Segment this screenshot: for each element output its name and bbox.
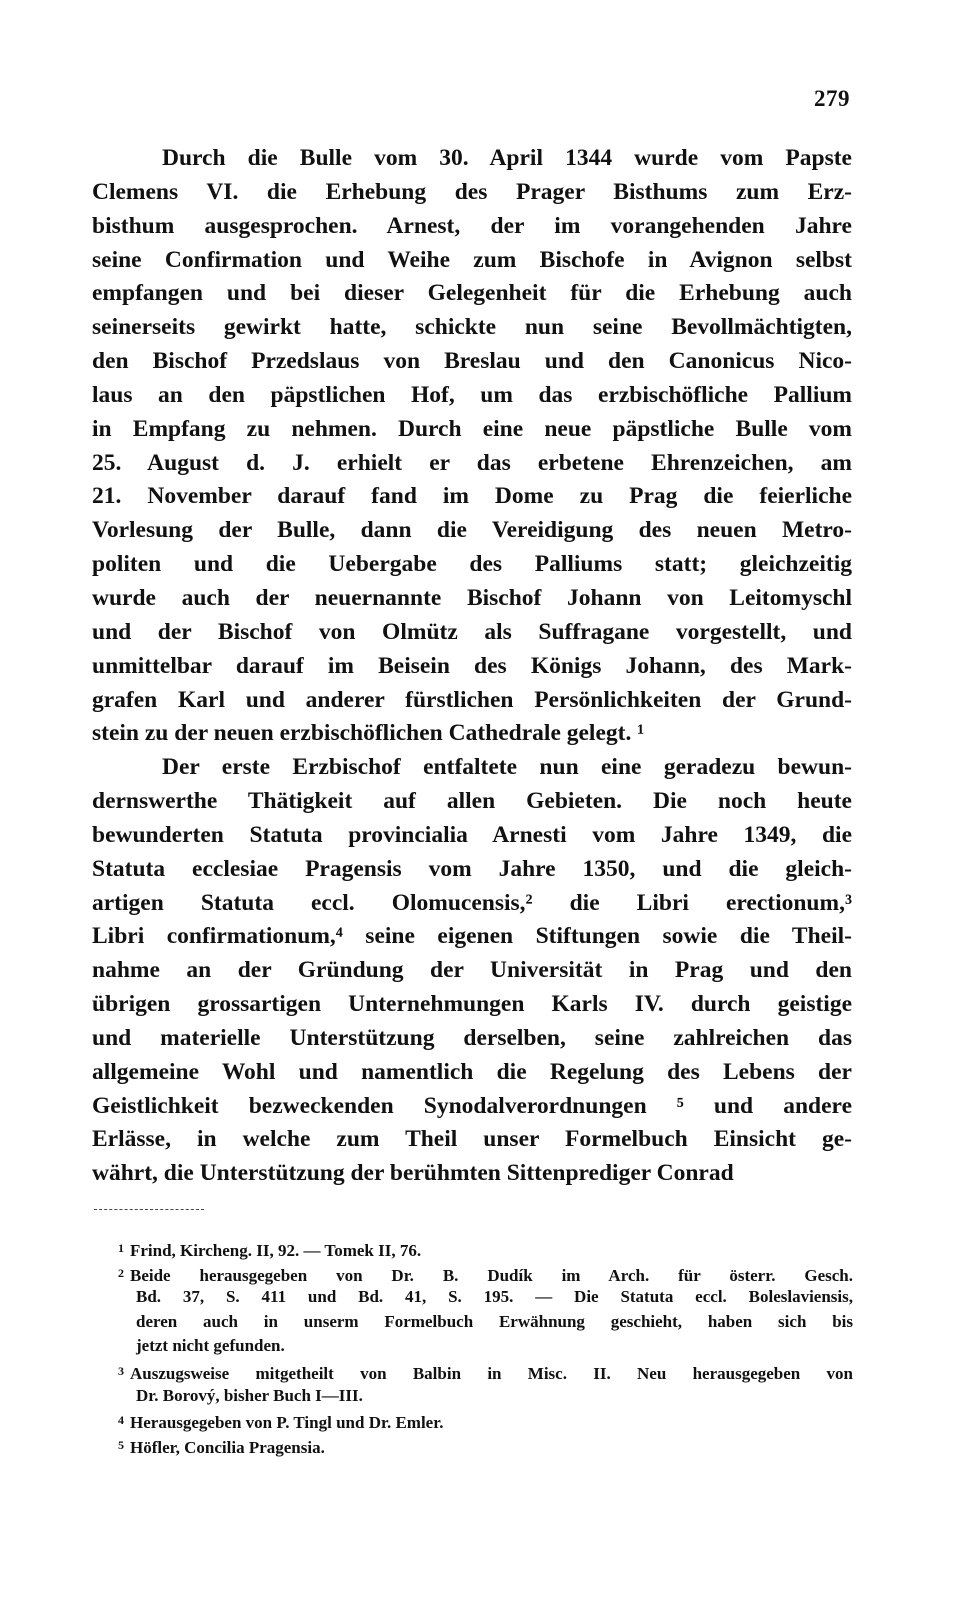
body-line: übrigen grossartigen Unternehmungen Karls IV. durch geistige [92, 991, 852, 1018]
body-line: grafen Karl und anderer fürstlichen Persönlichkeiten der Grund- [92, 686, 852, 713]
body-line: in Empfang zu nehmen. Durch eine neue päpstliche Bulle vom [92, 415, 852, 442]
body-line: Statuta ecclesiae Pragensis vom Jahre 1350, und die gleich- [92, 855, 852, 882]
footnote-line [118, 1433, 853, 1458]
body-line: bisthum ausgesprochen. Arnest, der im vorangehenden Jahre [92, 212, 852, 239]
body-line: Erlässe, in welche zum Theil unser Formelbuch Einsicht ge- [92, 1126, 852, 1153]
footnote-text: Frind, Kircheng. II, 92. — Tomek II, 76. [130, 1241, 422, 1260]
body-line: Der erste Erzbischof entfaltete nun eine geradezu bewun- [162, 754, 852, 781]
footnote-text: Beide herausgegeben von Dr. B. Dudík im Arch. für österr. Gesch. [130, 1265, 853, 1285]
body-line: 25. August d. J. erhielt er das erbetene Ehrenzeichen, am [92, 449, 852, 476]
footnote-line [118, 1236, 853, 1261]
footnote-text: deren auch in unserm Formelbuch Erwähnung geschieht, haben sich bis [136, 1311, 853, 1331]
body-text [92, 142, 852, 1191]
footnote-text: Bd. 37, S. 411 und Bd. 41, S. 195. — Die Statuta eccl. Boleslaviensis, [136, 1287, 853, 1307]
body-line: 21. November darauf fand im Dome zu Prag die feierliche [92, 483, 852, 510]
footnote-marker: 2 [118, 1265, 124, 1280]
footnote-line [118, 1285, 853, 1310]
footnote-marker: 1 [118, 1241, 124, 1255]
body-line: unmittelbar darauf im Beisein des Königs Johann, des Mark- [92, 652, 852, 679]
body-line: den Bischof Przedslaus von Breslau und den Canonicus Nico- [92, 348, 852, 375]
footnote-marker: 4 [118, 1413, 124, 1428]
footnote-text: Herausgegeben von P. Tingl und Dr. Emler. [130, 1413, 444, 1433]
footnote-line [118, 1384, 853, 1409]
body-line: Libri confirmationum,⁴ seine eigenen Stiftungen sowie die Theil- [92, 923, 852, 950]
footnote-line [118, 1334, 853, 1359]
footnote-text: Auszugsweise mitgetheilt von Balbin in Misc. II. Neu herausgegeben von [130, 1363, 853, 1383]
footnote-line [118, 1310, 853, 1335]
body-line: Geistlichkeit bezweckenden Synodalverordnungen ⁵ und andere [92, 1092, 852, 1119]
body-line: seine Confirmation und Weihe zum Bischofe in Avignon selbst [92, 246, 852, 273]
body-line: Durch die Bulle vom 30. April 1344 wurde vom Papste [162, 145, 852, 171]
footnote-line [118, 1359, 853, 1384]
body-line: und der Bischof von Olmütz als Suffragane vorgestellt, und [92, 618, 852, 645]
footnote-text: Dr. Borový, bisher Buch I—III. [136, 1385, 363, 1405]
footnote-text: Höfler, Concilia Pragensia. [130, 1437, 325, 1457]
body-line: empfangen und bei dieser Gelegenheit für die Erhebung auch [92, 280, 852, 307]
body-line: Clemens VI. die Erhebung des Prager Bisthums zum Erz- [92, 178, 852, 205]
page-number: 279 [814, 86, 850, 111]
body-line: wurde auch der neuernannte Bischof Johann von Leitomyschl [92, 584, 852, 611]
body-line: allgemeine Wohl und namentlich die Regelung des Lebens der [92, 1058, 852, 1085]
footnote-marker: 3 [118, 1363, 124, 1378]
footnote-separator [94, 1209, 204, 1210]
footnote-text: jetzt nicht gefunden. [136, 1336, 285, 1356]
footnote-line [118, 1408, 853, 1433]
body-line: dernswerthe Thätigkeit auf allen Gebieten. Die noch heute [92, 788, 852, 815]
footnote-marker: 5 [118, 1437, 124, 1452]
footnotes [118, 1236, 853, 1457]
body-line: währt, die Unterstützung der berühmten Sittenprediger Conrad [92, 1160, 734, 1187]
body-line: stein zu der neuen erzbischöflichen Cathedrale gelegt. ¹ [92, 720, 645, 747]
body-line: artigen Statuta eccl. Olomucensis,² die Libri erectionum,³ [92, 889, 852, 916]
body-line: nahme an der Gründung der Universität in Prag und den [92, 957, 852, 984]
footnote-line [118, 1261, 853, 1286]
body-line: politen und die Uebergabe des Palliums statt; gleichzeitig [92, 551, 852, 578]
body-line: und materielle Unterstützung derselben, seine zahlreichen das [92, 1024, 852, 1051]
body-line: seinerseits gewirkt hatte, schickte nun seine Bevollmächtigten, [92, 314, 852, 341]
body-line: bewunderten Statuta provincialia Arnesti vom Jahre 1349, die [92, 821, 852, 848]
body-line: Vorlesung der Bulle, dann die Vereidigung des neuen Metro- [92, 517, 852, 544]
body-line: laus an den päpstlichen Hof, um das erzbischöfliche Pallium [92, 381, 852, 408]
